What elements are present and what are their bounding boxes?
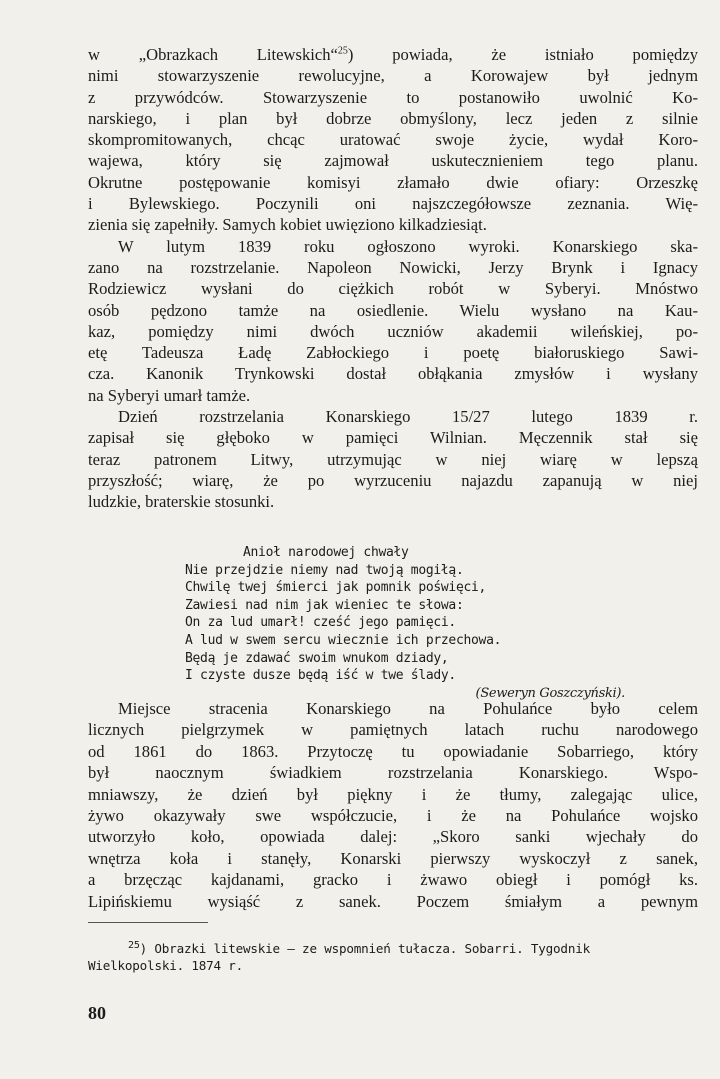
- text-line: a brzęcząc kajdanami, gracko i żwawo obiegł i pomógł ks.: [88, 870, 698, 890]
- text-line: na Syberyi umarł tamże.: [88, 385, 251, 405]
- text-line: Miejsce stracenia Konarskiego na Pohulańce było celem: [118, 699, 698, 718]
- text-line: osób pędzono tamże na osiedlenie. Wielu wysłano na Kau-: [88, 300, 698, 320]
- text-line: przyszłość; wiarę, że po wyrzuceniu najazdu zapanują w niej: [88, 470, 698, 490]
- text-line: zienia się zapełniły. Samych kobiet uwięziono kilkadziesiąt.: [88, 215, 487, 235]
- footnote-line: $^{25}$) Obrazki litewskie — ze wspomnień tułacza. Sobarri. Tygodnik: [128, 939, 590, 956]
- text-line: licznych pielgrzymek w pamiętnych latach ruchu narodowego: [88, 720, 698, 740]
- main-text-block: [88, 44, 698, 513]
- text-line: i Bylewskiego. Poczynili oni najszczegółowsze zeznania. Wię-: [88, 194, 698, 214]
- main-text-block-2: [88, 698, 698, 912]
- poem-line: Zawiesi nad nim jak wieniec te słowa:: [185, 597, 464, 613]
- poem-attribution: (Seweryn Goszczyński).: [475, 685, 625, 701]
- text-line: Okrutne postępowanie komisyi złamało dwie ofiary: Orzeszkę: [88, 172, 698, 192]
- text-line: kaz, pomiędzy nimi dwóch uczniów akademii wileńskiej, po-: [88, 321, 698, 341]
- text-line: od 1861 do 1863. Przytoczę tu opowiadanie Sobarriego, który: [88, 741, 698, 761]
- footnote-divider: [88, 922, 208, 923]
- text-line: narskiego, i plan był dobrze obmyślony, lecz jeden z silnie: [88, 108, 698, 128]
- footnote-reference: 25: [337, 45, 348, 57]
- footnote-mark: 25: [128, 939, 140, 951]
- poem-line: A lud w swem sercu wiecznie ich przechowa.: [185, 632, 502, 648]
- text-line: zapisał się głęboko w pamięci Wilnian. Męczennik stał się: [88, 428, 698, 448]
- poem-line: Chwilę twej śmierci jak pomnik poświęci,: [185, 580, 487, 596]
- page-number: 80: [88, 1003, 106, 1023]
- footnote: [88, 940, 698, 974]
- text-line: etę Tadeusza Ładę Zabłockiego i poetę białoruskiego Sawi-: [88, 343, 698, 363]
- text-line: cza. Kanonik Trynkowski dostał obłąkania zmysłów i wysłany: [88, 364, 698, 384]
- text-line: mniawszy, że dzień był piękny i że tłumy, zalegając ulice,: [88, 784, 698, 804]
- poem-line: I czyste dusze będą iść w twe ślady.: [185, 668, 456, 684]
- text-line: Lipińskiemu wysiąść z sanek. Poczem śmiałym a pewnym: [88, 891, 698, 911]
- footnote-line: Wielkopolski. 1874 r.: [88, 958, 244, 973]
- poem-line: Będą je zdawać swoim wnukom dziady,: [185, 650, 449, 666]
- text-line: Rodziewicz wysłani do ciężkich robót w Syberyi. Mnóstwo: [88, 279, 698, 299]
- text-line: wajewa, który się zajmował uskutecznieniem tego planu.: [88, 151, 698, 171]
- text-line: zano na rozstrzelanie. Napoleon Nowicki, Jerzy Brynk i Ignacy: [88, 257, 698, 277]
- text-line: nimi stowarzyszenie rewolucyjne, a Korowajew był jednym: [88, 66, 698, 86]
- text-line: ludzkie, braterskie stosunki.: [88, 492, 275, 512]
- text-line: wnętrza koła i stanęły, Konarski pierwszy wyskoczył z sanek,: [88, 848, 698, 868]
- text-line: Dzień rozstrzelania Konarskiego 15/27 lutego 1839 r.: [118, 407, 698, 427]
- text-line: utworzyło koło, opowiada dalej: „Skoro sanki wjechały do: [88, 827, 698, 847]
- text-line: z przywódców. Stowarzyszenie to postanowiło uwolnić Ko-: [88, 87, 698, 107]
- text-line: w „Obrazkach Litewskich“$^{25}$) powiada, że istniało pomiędzy: [88, 45, 698, 64]
- poem-line: On za lud umarł! cześć jego pamięci.: [185, 615, 456, 631]
- poem-line: Nie przejdzie niemy nad twoją mogiłą.: [185, 562, 464, 578]
- text-line: był naocznym świadkiem rozstrzelania Konarskiego. Wspo-: [88, 763, 698, 783]
- text-line: teraz patronem Litwy, utrzymując w niej wiarę w lepszą: [88, 449, 698, 469]
- text-line: W lutym 1839 roku ogłoszono wyroki. Konarskiego ska-: [118, 236, 698, 256]
- poem-line: Anioł narodowej chwały: [243, 545, 409, 560]
- text-line: skompromitowanych, chcąc uratować swoje życie, wydał Koro-: [88, 130, 698, 150]
- text-line: żywo okazywały swe współczucie, i że na Pohulańce wojsko: [88, 806, 698, 826]
- poem-block: [185, 544, 655, 702]
